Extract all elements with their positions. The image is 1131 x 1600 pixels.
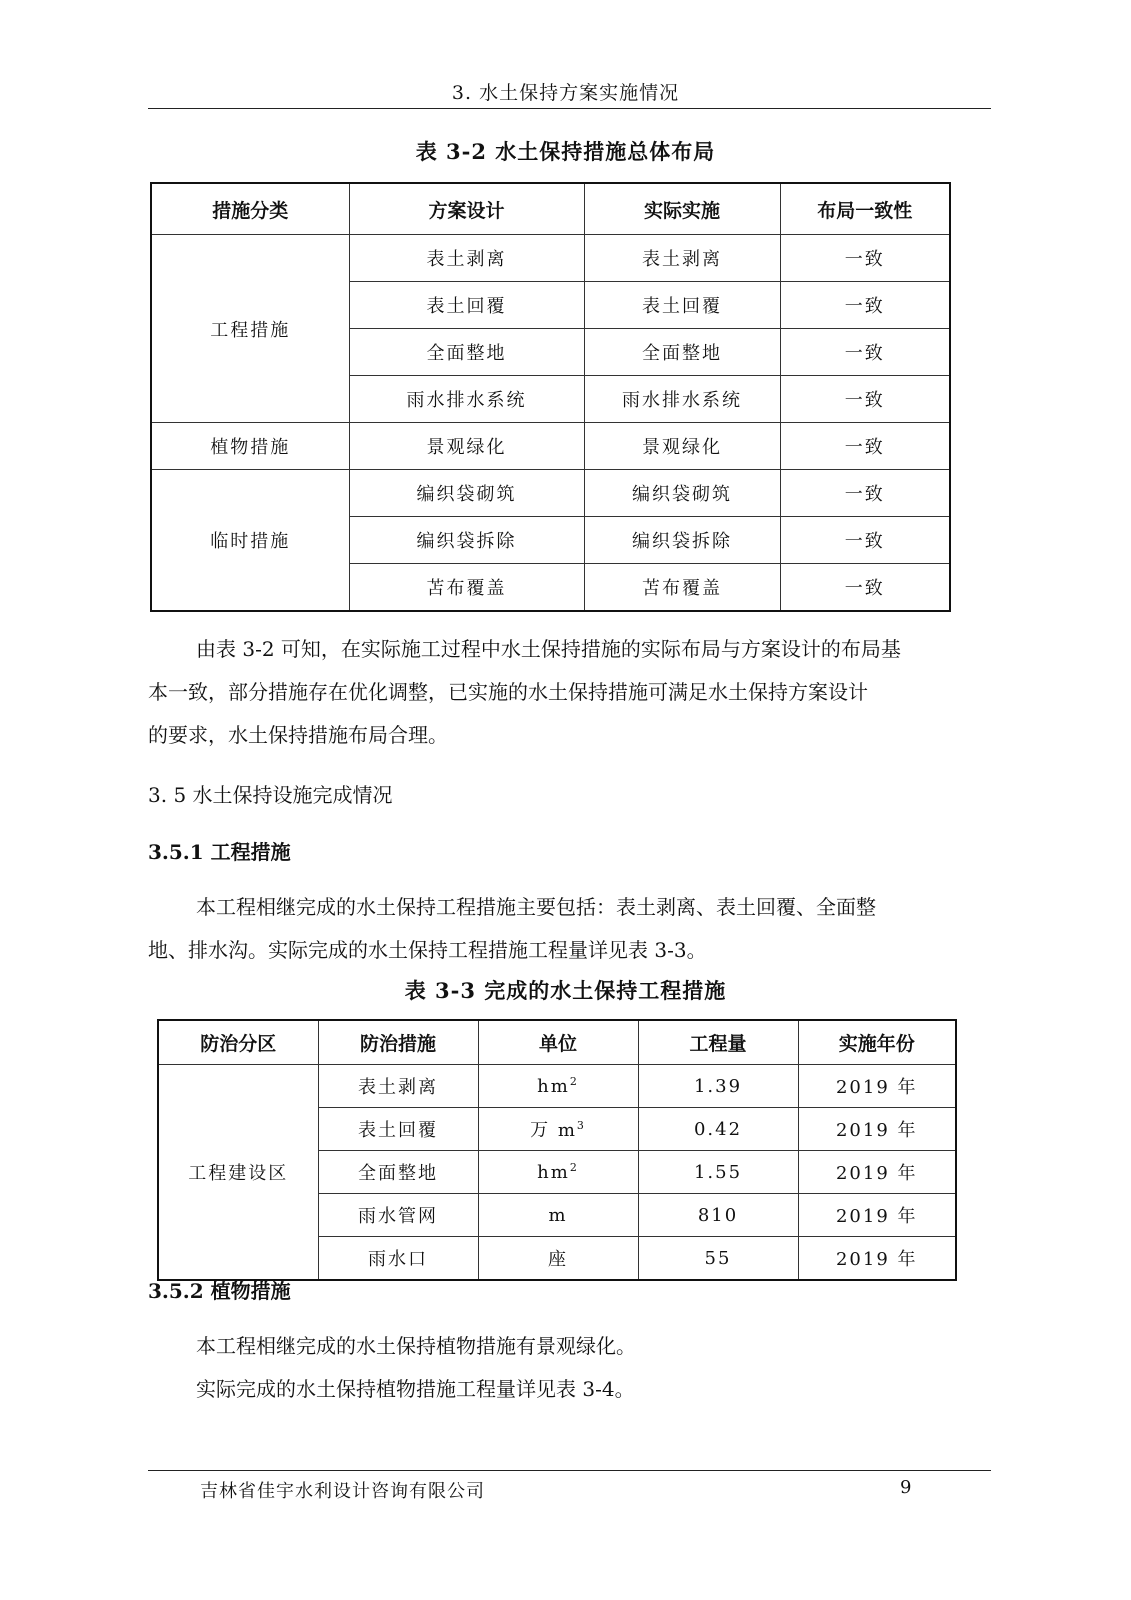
unit-exponent: 2 — [569, 1074, 579, 1088]
table-cell: 景观绿化 — [349, 423, 584, 470]
category-cell: 工程措施 — [151, 235, 349, 423]
unit-cell — [478, 1108, 638, 1151]
footer-company: 吉林省佳宇水利设计咨询有限公司 — [200, 1481, 485, 1502]
layout-table — [150, 182, 951, 612]
col-header: 实施年份 — [798, 1020, 956, 1065]
table-cell: 苫布覆盖 — [584, 564, 780, 612]
table-3-3-caption: 表 3-3 完成的水土保持工程措施 — [404, 978, 727, 1003]
unit-cell — [478, 1151, 638, 1194]
col-header: 防治措施 — [318, 1020, 478, 1065]
table-cell: 一致 — [780, 282, 950, 329]
table-cell: 一致 — [780, 235, 950, 282]
table-cell: 雨水口 — [318, 1237, 478, 1281]
zone-cell: 工程建设区 — [158, 1065, 318, 1281]
table-row — [151, 470, 950, 517]
table-cell: 55 — [638, 1237, 798, 1281]
table-cell: 表土回覆 — [584, 282, 780, 329]
unit-text: 座 — [548, 1249, 568, 1270]
col-header: 工程量 — [638, 1020, 798, 1065]
table-cell: 表土剥离 — [318, 1065, 478, 1108]
col-header: 实际实施 — [584, 183, 780, 235]
table-cell: 2019 年 — [798, 1065, 956, 1108]
table-cell: 0.42 — [638, 1108, 798, 1151]
table-cell: 苫布覆盖 — [349, 564, 584, 612]
paragraph-line: 由表 3-2 可知，在实际施工过程中水土保持措施的实际布局与方案设计的布局基 — [196, 637, 901, 661]
table-cell: 2019 年 — [798, 1108, 956, 1151]
table-cell: 表土回覆 — [349, 282, 584, 329]
category-cell: 临时措施 — [151, 470, 349, 612]
table-cell: 编织袋砌筑 — [584, 470, 780, 517]
unit-exponent: 3 — [576, 1119, 586, 1132]
table-row — [151, 423, 950, 470]
paragraph-line: 地、排水沟。实际完成的水土保持工程措施工程量详见表 3-3。 — [148, 938, 707, 962]
paragraph-line: 本工程相继完成的水土保持植物措施有景观绿化。 — [196, 1334, 636, 1358]
table-cell: 雨水排水系统 — [584, 376, 780, 423]
subsection-heading: 3.5.2 植物措施 — [148, 1279, 291, 1303]
table-cell: 编织袋拆除 — [584, 517, 780, 564]
table-cell: 编织袋砌筑 — [349, 470, 584, 517]
table-row — [151, 235, 950, 282]
table-cell: 2019 年 — [798, 1237, 956, 1281]
paragraph-line: 本一致，部分措施存在优化调整，已实施的水土保持措施可满足水土保持方案设计 — [148, 680, 868, 704]
table-cell: 一致 — [780, 564, 950, 612]
unit-text: 万 m — [530, 1120, 577, 1141]
table-cell: 1.39 — [638, 1065, 798, 1108]
table-cell: 全面整地 — [584, 329, 780, 376]
table-cell: 编织袋拆除 — [349, 517, 584, 564]
table-cell: 一致 — [780, 423, 950, 470]
table-cell: 一致 — [780, 329, 950, 376]
page-number: 9 — [900, 1477, 912, 1498]
table-cell: 一致 — [780, 517, 950, 564]
paragraph-line: 实际完成的水土保持植物措施工程量详见表 3-4。 — [196, 1377, 635, 1401]
table-cell: 全面整地 — [349, 329, 584, 376]
unit-cell — [478, 1065, 638, 1108]
paragraph-line: 的要求，水土保持措施布局合理。 — [148, 723, 448, 747]
measures-table — [157, 1019, 957, 1281]
table-header-row — [158, 1020, 956, 1065]
col-header: 措施分类 — [151, 183, 349, 235]
table-cell: 2019 年 — [798, 1151, 956, 1194]
table-cell: 表土回覆 — [318, 1108, 478, 1151]
table-3-2-caption: 表 3-2 水土保持措施总体布局 — [415, 139, 716, 164]
table-cell: 全面整地 — [318, 1151, 478, 1194]
table-cell: 雨水管网 — [318, 1194, 478, 1237]
paragraph-line: 本工程相继完成的水土保持工程措施主要包括：表土剥离、表土回覆、全面整 — [196, 895, 876, 919]
unit-cell — [478, 1237, 638, 1281]
footer-divider — [148, 1470, 991, 1471]
section-heading: 3. 5 水土保持设施完成情况 — [148, 783, 393, 807]
header-divider — [148, 108, 991, 109]
table-cell: 一致 — [780, 376, 950, 423]
category-cell: 植物措施 — [151, 423, 349, 470]
col-header: 单位 — [478, 1020, 638, 1065]
table-cell: 表土剥离 — [584, 235, 780, 282]
col-header: 方案设计 — [349, 183, 584, 235]
table-cell: 表土剥离 — [349, 235, 584, 282]
unit-text: hm — [537, 1161, 570, 1183]
table-cell: 810 — [638, 1194, 798, 1237]
table-row — [158, 1065, 956, 1108]
col-header: 防治分区 — [158, 1020, 318, 1065]
running-header: 3. 水土保持方案实施情况 — [451, 82, 680, 104]
unit-text: hm — [537, 1075, 570, 1097]
table-cell: 1.55 — [638, 1151, 798, 1194]
table-cell: 景观绿化 — [584, 423, 780, 470]
col-header: 布局一致性 — [780, 183, 950, 235]
table-cell: 2019 年 — [798, 1194, 956, 1237]
table-cell: 一致 — [780, 470, 950, 517]
subsection-heading: 3.5.1 工程措施 — [148, 840, 291, 864]
table-cell: 雨水排水系统 — [349, 376, 584, 423]
unit-exponent: 2 — [569, 1160, 579, 1174]
unit-cell — [478, 1194, 638, 1237]
unit-text: m — [548, 1204, 568, 1226]
table-header-row — [151, 183, 950, 235]
